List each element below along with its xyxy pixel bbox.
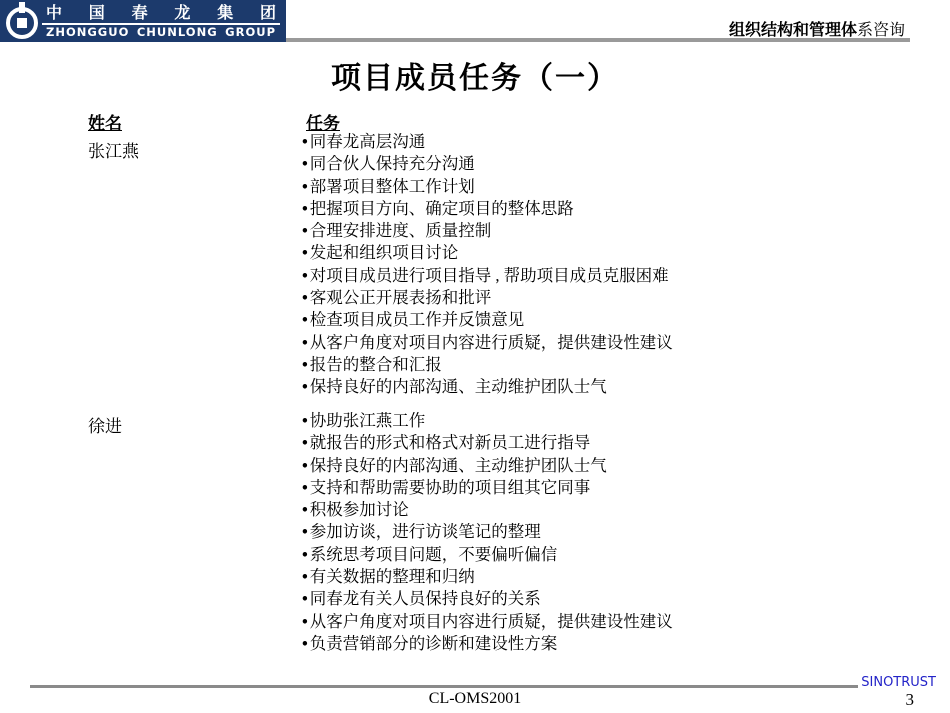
task-item: • 检查项目成员工作并反馈意见 (302, 309, 673, 331)
task-item: • 有关数据的整理和归纳 (302, 566, 673, 588)
task-item: • 报告的整合和汇报 (302, 354, 673, 376)
column-header-name: 姓名 (88, 114, 122, 134)
document-code: CL-OMS2001 (428, 690, 522, 707)
task-item: • 支持和帮助需要协助的项目组其它同事 (302, 477, 673, 499)
logo-english-name: ZHONGGUO CHUNLONG GROUP (46, 24, 276, 39)
member-name: 徐进 (88, 417, 122, 436)
logo-chinese-name: 中 国 春 龙 集 团 (46, 2, 276, 22)
task-item: • 系统思考项目问题，不要偏听偏信 (302, 544, 673, 566)
task-item: • 从客户角度对项目内容进行质疑，提供建设性建议 (302, 332, 673, 354)
task-list (302, 131, 673, 399)
task-item: • 发起和组织项目讨论 (302, 242, 673, 264)
task-item: • 合理安排进度、质量控制 (302, 220, 673, 242)
chunlong-logo-icon (2, 1, 42, 41)
task-item: • 客观公正开展表扬和批评 (302, 287, 673, 309)
consulting-topic-label (729, 17, 905, 40)
task-item: • 对项目成员进行项目指导 , 帮助项目成员克服困难 (302, 265, 673, 287)
task-item: • 协助张江燕工作 (302, 410, 673, 432)
task-item: • 就报告的形式和格式对新员工进行指导 (302, 432, 673, 454)
column-header-task: 任务 (306, 114, 340, 134)
task-item: • 部署项目整体工作计划 (302, 176, 673, 198)
topic-regular-part: 系咨询 (856, 20, 905, 39)
task-item: • 把握项目方向、确定项目的整体思路 (302, 198, 673, 220)
task-item: • 同春龙高层沟通 (302, 131, 673, 153)
task-item: • 保持良好的内部沟通、主动维护团队士气 (302, 455, 673, 477)
brand-label: SINOTRUST (861, 675, 936, 690)
task-item: • 同合伙人保持充分沟通 (302, 153, 673, 175)
topic-bold-part: 组织结构和管理体 (728, 20, 857, 39)
footer-divider-line (30, 685, 858, 688)
member-name: 张江燕 (88, 142, 139, 161)
logo-text (42, 4, 280, 39)
task-item: • 参加访谈，进行访谈笔记的整理 (302, 521, 673, 543)
task-item: • 积极参加讨论 (302, 499, 673, 521)
task-item: • 保持良好的内部沟通、主动维护团队士气 (302, 376, 673, 398)
task-item: • 负责营销部分的诊断和建设性方案 (302, 633, 673, 655)
task-list (302, 410, 673, 655)
task-item: • 从客户角度对项目内容进行质疑，提供建设性建议 (302, 611, 673, 633)
page-title: 项目成员任务（一） (331, 61, 619, 96)
page-number: 3 (905, 690, 914, 709)
company-logo (0, 0, 286, 42)
task-item: • 同春龙有关人员保持良好的关系 (302, 588, 673, 610)
